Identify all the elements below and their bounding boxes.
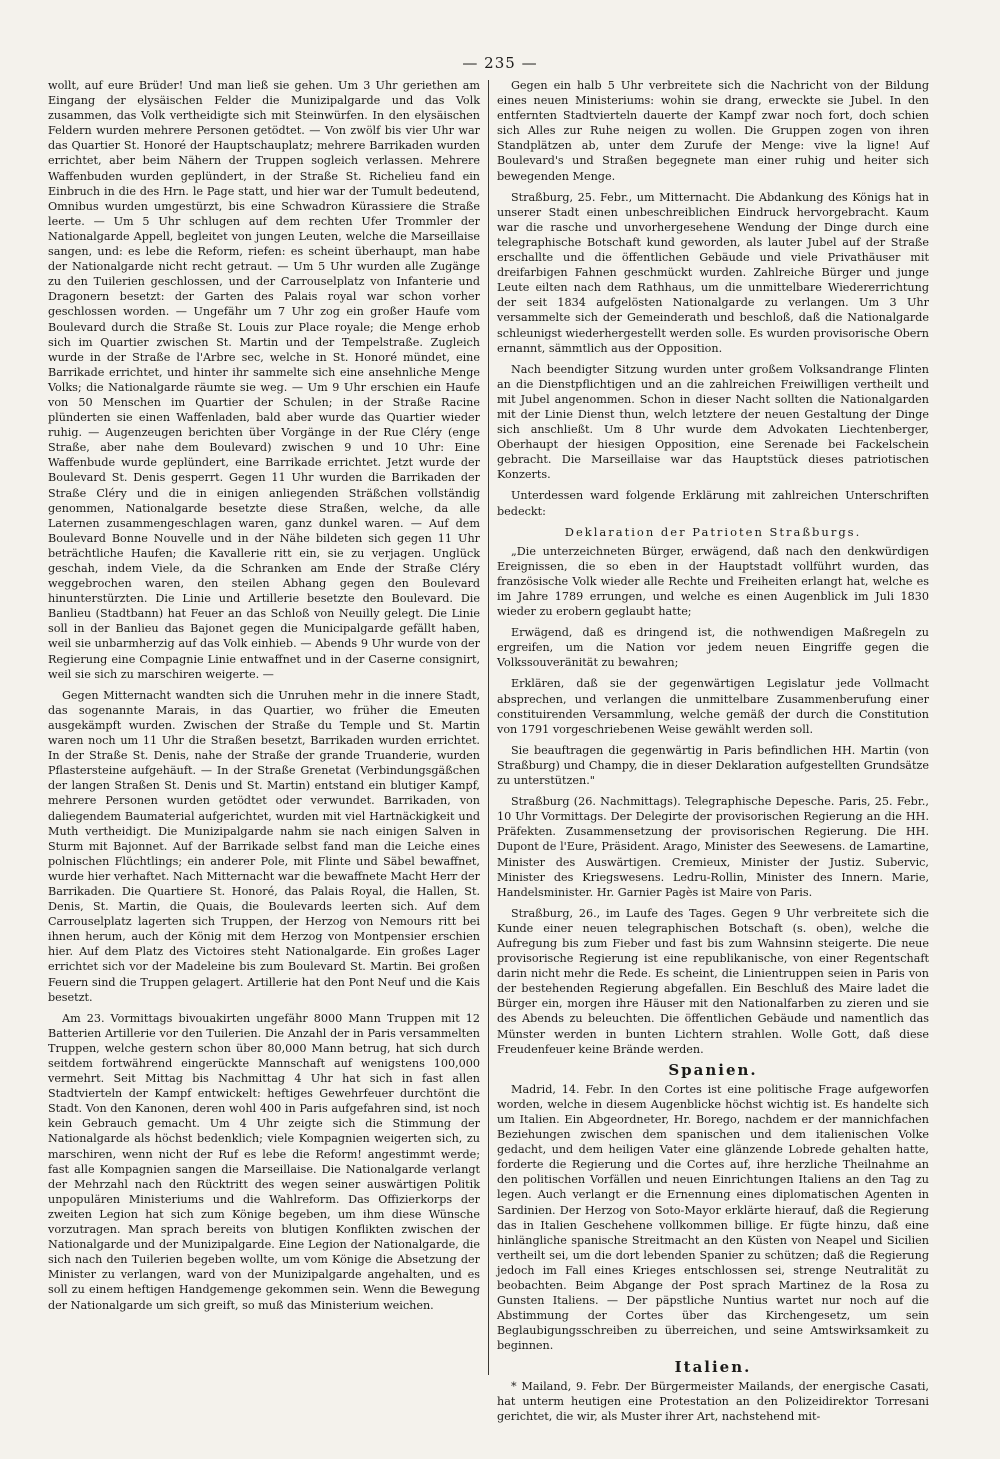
article-paragraph: Gegen ein halb 5 Uhr verbreitete sich die Nachricht von der Bildung eines neuen Ministeriums: wohin sie drang, erweckte sie Jubel. In den entfernten Stadtvierteln dauerte der Kampf zwar noch fort, doch schien sich Alles zur Ruhe neigen zu wollen. Die Gruppen zogen von ihren Standplätzen ab, unter dem Zurufe der Menge: vive la ligne! Auf Boulevard's und Straßen begegnete man einer ruhig und heiter sich bewegenden Menge. [497, 79, 929, 183]
declaration-paragraph: „Die unterzeichneten Bürger, erwägend, daß nach den denkwürdigen Ereignissen, die so eben in der Hauptstadt vollführt wurden, das französische Volk wieder alle Rechte und Freiheiten erlangt hat, welche es im Jahre 1789 errungen, und welche es einen Augenblick im Juli 1830 wieder zu erobern geglaubt hatte; [497, 544, 929, 619]
declaration-paragraph: Sie beauftragen die gegenwärtig in Paris befindlichen HH. Martin (von Straßburg) und Champy, die in dieser Deklaration aufgestellten Grundsätze zu unterstützen." [497, 743, 929, 788]
article-paragraph: Straßburg (26. Nachmittags). Telegraphische Depesche. Paris, 25. Febr., 10 Uhr Vormittags. Der Delegirte der provisorischen Regierung an die HH. Präfekten. Zusammensetzung der provisorischen Regierung. Die HH. Dupont de l'Eure, Präsident. Arago, Minister des Seewesens. de Lamartine, Minister des Auswärtigen. Cremieux, Minister der Justiz. Subervic, Minister des Kriegswesens. Ledru-Rollin, Minister des Innern. Marie, Handelsminister. Hr. Garnier Pagès ist Maire von Paris. [497, 795, 929, 899]
article-paragraph: * Mailand, 9. Febr. Der Bürgermeister Mailands, der energische Casati, hat unterm heutigen eine Protestation an den Polizeidirektor Torresani gerichtet, die wir, als Muster ihrer Art, nachstehend mit- [497, 1379, 929, 1423]
section-heading-italy: Italien. [674, 1357, 752, 1376]
left-column [48, 78, 480, 1319]
article-paragraph: Madrid, 14. Febr. In den Cortes ist eine politische Frage aufgeworfen worden, welche in diesem Augenblicke höchst wichtig ist. Es handelte sich um Italien. Ein Abgeordneter, Hr. Borego, nachdem er der mannichfachen Beziehungen zwischen dem spanischen und dem italienischen Volke gedacht, und dem heiligen Vater eine glänzende Lobrede gehalten hatte, forderte die Regierung und die Cortes auf, ihre herzliche Theilnahme an den politischen Vorfällen und neuen Einrichtungen Italiens an den Tag zu legen. Auch verlangt er die Ernennung eines diplomatischen Agenten in Sardinien. Der Herzog von Soto-Mayor erklärte hierauf, daß die Regierung das in Italien Geschehene vollkommen billige. Er fügte hinzu, daß eine hinlängliche spanische Streitmacht an den Küsten von Neapel und Sicilien vertheilt sei, um die dort lebenden Spanier zu schützen; daß die Regierung jedoch im Fall eines Krieges entschlossen sei, strenge Neutralität zu beobachten. Beim Abgange der Post sprach Martinez de la Rosa zu Gunsten Italiens. — Der päpstliche Nuntius wartet nur noch auf die Abstimmung der Cortes über das Kirchengesetz, um sein Beglaubigungsschreiben zu überreichen, und seine Amtswirksamkeit zu beginnen. [497, 1082, 929, 1353]
declaration-paragraph: Erklären, daß sie der gegenwärtigen Legislatur jede Vollmacht absprechen, und verlangen die unmittelbare Zusammenberufung einer constituirenden Versammlung, welche gemäß der durch die Constitution von 1791 vorgeschriebenen Weise gewählt werden soll. [497, 677, 929, 736]
column-divider [488, 80, 489, 1375]
declaration-title: Deklaration der Patrioten Straßburgs. [564, 524, 862, 539]
article-paragraph: Unterdessen ward folgende Erklärung mit zahlreichen Unterschriften bedeckt: [497, 489, 929, 518]
section-heading-spain: Spanien. [668, 1060, 758, 1079]
article-paragraph: Nach beendigter Sitzung wurden unter großem Volksandrange Flinten an die Dienstpflichtigen und an die zahlreichen Freiwilligen vertheilt und mit Jubel angenommen. Schon in dieser Nacht sollten die Nationalgarden mit der Linie Dienst thun, welch letztere der neuen Gestaltung der Dinge sich anschließt. Um 8 Uhr wurde dem Advokaten Liechtenberger, Oberhaupt der hiesigen Opposition, eine Serenade bei Fackelschein gebracht. Die Marseillaise war das Hauptstück dieses patriotischen Konzerts. [497, 362, 929, 482]
article-paragraph: Am 23. Vormittags bivouakirten ungefähr 8000 Mann Truppen mit 12 Batterien Artillerie vor den Tuilerien. Die Anzahl der in Paris versammelten Truppen, welche gestern schon über 80,000 Mann betrug, hat sich durch seitdem fortwährend eingerückte Mannschaft auf wenigstens 100,000 vermehrt. Seit Mittag bis Nachmittag 4 Uhr hat sich in fast allen Stadtvierteln der Kampf entwickelt: heftiges Gewehrfeuer durchtönt die Stadt. Von den Kanonen, deren wohl 400 in Paris aufgefahren sind, ist noch kein Gebrauch gemacht. Um 4 Uhr zeigte sich die Stimmung der Nationalgarde als höchst bedenklich; viele Kompagnien weigerten sich, zu marschiren, wenn nicht der Ruf es lebe die Reform! angestimmt werde; fast alle Kompagnien sangen die Marseillaise. Die Nationalgarde verlangt der Mehrzahl nach den Rücktritt des wegen seiner auswärtigen Politik unpopulären Ministeriums und die Wahlreform. Das Offizierkorps der zweiten Legion hat sich zum Könige begeben, um ihm diese Wünsche vorzutragen. Man sprach bereits von blutigen Konflikten zwischen der Nationalgarde und der Munizipalgarde. Eine Legion der Nationalgarde, die sich nach den Tuilerien begeben wollte, um vom Könige die Absetzung der Minister zu verlangen, ward von der Munizipalgarde angehalten, und es soll zu einem heftigen Handgemenge gekommen sein. Wenn die Bewegung der Nationalgarde um sich greift, so muß das Ministerium weichen. [48, 1011, 480, 1312]
article-paragraph: Straßburg, 26., im Laufe des Tages. Gegen 9 Uhr verbreitete sich die Kunde einer neuen telegraphischen Botschaft (s. oben), welche die Aufregung bis zum Fieber und fast bis zum Wahnsinn steigerte. Die neue provisorische Regierung ist eine republikanische, von einer Regentschaft darin nicht mehr die Rede. Es scheint, die Linientruppen seien in Paris von der bestehenden Regierung abgefallen. Ein Beschluß des Maire ladet die Bürger ein, morgen ihre Häuser mit den Nationalfarben zu zieren und sie des Abends zu beleuchten. Die öffentlichen Gebäude und namentlich das Münster werden in bunten Lichtern strahlen. Wolle Gott, daß diese Freudenfeuer keine Brände werden. [497, 906, 929, 1056]
article-paragraph: Gegen Mitternacht wandten sich die Unruhen mehr in die innere Stadt, das sogenannte Marais, in das Quartier, wo früher die Emeuten ausgekämpft wurden. Zwischen der Straße du Temple und St. Martin waren noch um 11 Uhr die Straßen besetzt, Barrikaden wurden errichtet. In der Straße St. Denis, nahe der Straße der grande Truanderie, wurden Pflastersteine aufgehäuft. — In der Straße Grenetat (Verbindungsgäßchen der langen Straßen St. Denis und St. Martin) entstand ein blutiger Kampf, mehrere Personen wurden getödtet oder verwundet. Barrikaden, von daliegendem Baumaterial aufgerichtet, wurden mit viel Hartnäckigkeit und Muth vertheidigt. Die Munizipalgarde nahm sie nach einigen Salven in Sturm mit Bajonnet. Auf der Barrikade selbst fand man die Leiche eines polnischen Flüchtlings; ein anderer Pole, mit Flinte und Säbel bewaffnet, wurde hier verhaftet. Nach Mitternacht war die bewaffnete Macht Herr der Barrikaden. Die Quartiere St. Honoré, das Palais Royal, die Hallen, St. Denis, St. Martin, die Quais, die Boulevards leerten sich. Auf dem Carrouselplatz lagerten sich Truppen, der Herzog von Nemours ritt bei ihnen herum, auch der König mit dem Herzog von Montpensier erschien hier. Auf dem Platz des Victoires steht Nationalgarde. Ein großes Lager errichtet sich vor der Madeleine bis zum Boulevard St. Martin. Bei großen Feuern sind die Truppen gelagert. Artillerie hat den Pont Neuf und die Kais besetzt. [48, 688, 480, 1004]
article-paragraph: Straßburg, 25. Febr., um Mitternacht. Die Abdankung des Königs hat in unserer Stadt einen unbeschreiblichen Eindruck hervorgebracht. Kaum war die rasche und unvorhergesehene Wendung der Dinge durch eine telegraphische Botschaft kund geworden, als lauter Jubel auf der Straße erschallte und die öffentlichen Gebäude und viele Privathäuser mit dreifarbigen Fahnen geschmückt wurden. Zahlreiche Bürger und junge Leute eilten nach dem Rathhaus, um die unmittelbare Wiedererrichtung der seit 1834 aufgelösten Nationalgarde zu verlangen. Um 3 Uhr versammelte sich der Gemeinderath und beschloß, daß die Nationalgarde schleunigst wiederhergestellt werden solle. Es wurden provisorische Obern ernannt, sämmtlich aus der Opposition. [497, 190, 929, 355]
article-paragraph: wollt, auf eure Brüder! Und man ließ sie gehen. Um 3 Uhr geriethen am Eingang der elysäischen Felder die Munizipalgarde und das Volk zusammen, das Volk vertheidigte sich mit Steinwürfen. In den elysäischen Feldern wurden mehrere Personen getödtet. — Von zwölf bis vier Uhr war das Quartier St. Honoré der Hauptschauplatz; mehrere Barrikaden wurden errichtet, aber beim Nähern der Truppen sogleich verlassen. Mehrere Waffenbuden wurden geplündert, in der Straße St. Richelieu fand ein Einbruch in die des Hrn. le Page statt, und hier war der Tumult bedeutend, Omnibus wurden umgestürzt, bis eine Schwadron Kürassiere die Straße leerte. — Um 5 Uhr schlugen auf dem rechten Ufer Trommler der Nationalgarde Appell, begleitet von jungen Leuten, welche die Marseillaise sangen, und: es lebe die Reform, riefen: es scheint überhaupt, man habe der Nationalgarde nicht recht getraut. — Um 5 Uhr wurden alle Zugänge zu den Tuilerien geschlossen, und der Carrouselplatz von Infanterie und Dragonern besetzt: der Garten des Palais royal war schon vorher geschlossen worden. — Ungefähr um 7 Uhr zog ein großer Haufe vom Boulevard durch die Straße St. Louis zur Place royale; die Menge erhob sich im Quartier zwischen St. Martin und der Tempelstraße. Zugleich wurde in der Straße de l'Arbre sec, welche in St. Honoré mündet, eine Barrikade errichtet, und hinter ihr sammelte sich eine ansehnliche Menge Volks; die Nationalgarde räumte sie weg. — Um 9 Uhr erschien ein Haufe von 50 Menschen im Quartier der Schulen; in der Straße Racine plünderten sie einen Waffenladen, bald aber wurde das Quartier wieder ruhig. — Augenzeugen berichten über Vorgänge in der Rue Cléry (enge Straße, aber nahe dem Boulevard) zwischen 9 und 10 Uhr: Eine Waffenbude wurde geplündert, eine Barrikade errichtet. Jetzt wurde der Boulevard St. Denis gesperrt. Gegen 11 Uhr wurden die Barrikaden der Straße Cléry und die in einigen anliegenden Sträßchen vollständig genommen, Nationalgarde besetzte diese Straßen, welche, da alle Laternen zusammengeschlagen waren, ganz dunkel waren. — Auf dem Boulevard Bonne Nouvelle und in der Nähe bildeten sich gegen 11 Uhr beträchtliche Haufen; die Kavallerie ritt ein, sie zu verjagen. Unglück geschah, indem Viele, da die Schranken am Ende der Straße Cléry weggebrochen waren, den steilen Abhang gegen den Boulevard hinunterstürzten. Die Linie und Artillerie besetzte den Boulevard. Die Banlieu (Stadtbann) hat Feuer an das Schloß von Neuilly gelegt. Die Linie soll in der Banlieu das Bajonet gegen die Municipalgarde gefällt haben, weil sie unbarmherzig auf das Volk einhieb. — Abends 9 Uhr wurde von der Regierung eine Compagnie Linie entwaffnet und in der Caserne consignirt, weil sie sich zu marschiren weigerte. — [48, 79, 480, 681]
page-number: — 235 — [462, 54, 538, 72]
declaration-paragraph: Erwägend, daß es dringend ist, die nothwendigen Maßregeln zu ergreifen, um die Nation vor jedem neuen Eingriffe gegen die Volkssouveränität zu bewahren; [497, 626, 929, 670]
right-column [497, 78, 929, 1430]
